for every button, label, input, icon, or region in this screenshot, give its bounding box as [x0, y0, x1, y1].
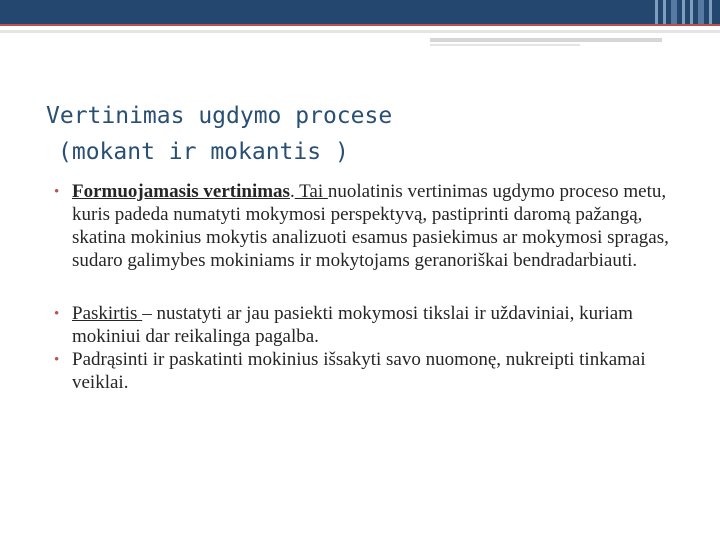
slide-title: [46, 98, 666, 170]
bullet-item: [52, 302, 692, 348]
header-accent-bar-thin: [430, 44, 580, 46]
header-gray-line: [0, 30, 720, 33]
header-stripes: [655, 0, 712, 24]
title-line-2: (mokant ir mokantis ): [58, 139, 349, 165]
bullet-dot-icon: •: [54, 184, 60, 200]
header-accent-bar: [430, 38, 662, 42]
slide-header-decoration: [0, 0, 720, 36]
bullet-item: [52, 180, 692, 272]
bullet-item: [52, 348, 692, 394]
header-band: [0, 0, 720, 24]
bullet-text: – nustatyti ar jau pasiekti mokymosi tikslai ir uždaviniai, kuriam mokiniui dar reikalinga pagalba.: [72, 303, 633, 347]
bullet-text: Padrąsinti ir paskatinti mokinius išsakyti savo nuomonę, nukreipti tinkamai veiklai.: [72, 349, 646, 393]
bullet-dot-icon: •: [54, 352, 60, 368]
bullet-dot-icon: •: [54, 306, 60, 322]
bullet-term: Paskirtis: [72, 303, 143, 324]
bullet-text: nuolatinis vertinimas ugdymo proceso metu, kuris padeda numatyti mokymosi perspektyvą, pastiprinti daromą pažangą, skatina mokinius mokytis analizuoti esamus pasiekimus ar mokymosi spragas, sudaro galimybes mokiniams ir mokytojams geranoriškai bendradarbiauti.: [72, 181, 669, 271]
bullet-term-suffix: .: [289, 181, 295, 202]
header-red-line: [0, 24, 720, 26]
bullet-list: [52, 180, 692, 394]
bullet-underlined-word: Tai: [294, 181, 328, 202]
title-line-1: Vertinimas ugdymo procese: [46, 103, 393, 129]
bullet-term: Formuojamasis vertinimas: [72, 181, 290, 202]
